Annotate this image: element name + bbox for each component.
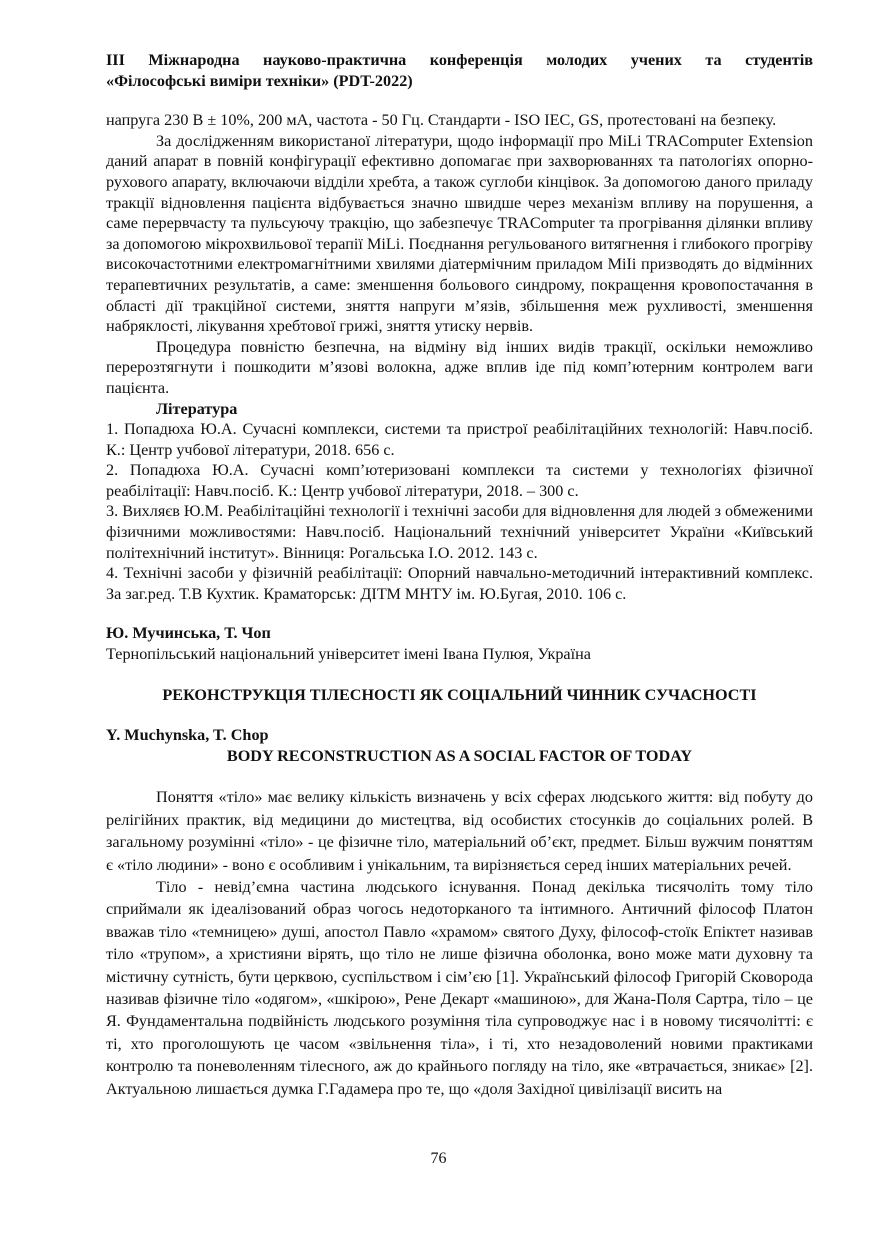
article-authors-en: Y. Muchynska, T. Chop	[106, 726, 269, 745]
header-gap	[106, 91, 813, 110]
article-body	[106, 786, 813, 1100]
reference-item: 1. Попадюха Ю.А. Сучасні комплекси, системи та пристрої реабілітаційних технологій: Навч.посіб. К.: Центр учбової літератури, 2018. 656 с.	[106, 420, 813, 459]
page-number: 76	[430, 1150, 447, 1167]
article-title-ua: РЕКОНСТРУКЦІЯ ТІЛЕСНОСТІ ЯК СОЦІАЛЬНИЙ ЧИННИК СУЧАСНОСТІ	[162, 685, 757, 704]
article-authors-ua: Ю. Мучинська, Т. Чоп	[106, 624, 271, 643]
intro-paragraph-3: Процедура повністю безпечна, на відміну від інших видів тракції, оскільки неможливо перерозтягнути і пошкодити м’язові волокна, адже вплив іде під комп’ютерним контролем ваги пацієнта.	[106, 337, 813, 397]
article-title-en: BODY RECONSTRUCTION AS A SOCIAL FACTOR OF TODAY	[226, 746, 693, 765]
reference-item: 4. Технічні засоби у фізичній реабілітації: Опорний навчально-методичний інтерактивний комплекс. За заг.ред. Т.В Кухтик. Краматорськ: ДІТМ МНТУ ім. Ю.Бугая, 2010. 106 с.	[106, 564, 813, 603]
article-paragraph-1: Поняття «тіло» має велику кількість визначень у всіх сферах людського життя: від побуту до релігійних практик, від медицини до мистецтва, від особистих стосунків до соціальних ролей. В загальному розумінні «тіло» - це фізичне тіло, матеріальний об’єкт, предмет. Більш вужчим поняттям є «тіло людини» - воно є особливим і унікальним, та вирізняється серед інших матеріальних речей.	[106, 788, 813, 874]
conference-header	[106, 50, 813, 91]
conference-header-line1: III Міжнародна науково-практична конференція молодих учених та студентів	[106, 51, 813, 69]
page-content	[106, 50, 813, 1100]
literature-heading: Література	[156, 399, 238, 418]
intro-paragraph-2: За дослідженням використаної літератури, щодо інформації про MiLi TRAComputer Extension даний апарат в повній конфігурації ефективно допомагає при захворюваннях та патологіях опорно-рухового апарату, включаючи відділи хребта, а також суглоби кінцівок. За допомогою даного приладу тракції відновлення пацієнта відбувається значно швидше через механізм впливу на порушення, а саме перервчасту та пульсуючу тракцію, що забезпечує TRAComputer та прогрівання ділянки впливу за допомогою мікрохвильової терапії MiLi. Поєднання регульованого витягнення і глибокого прогріву високочастотними електромагнітними хвилями діатермічним приладом MiIi призводять до відмінних терапевтичних результатів, а саме: зменшення больового синдрому, покращення кровопостачання в області дії тракційної системи, зняття напруги м’язів, збільшення меж рухливості, зменшення набряклості, лікування хребтової грижі, зняття утиску нервів.	[106, 131, 813, 336]
article-affiliation: Тернопільський національний університет імені Івана Пулюя, Україна	[106, 645, 591, 664]
intro-paragraph-1: напруга 230 В ± 10%, 200 мА, частота - 50 Гц. Стандарти - ISO IEC, GS, протестовані на безпеку.	[106, 111, 777, 130]
article-paragraph-2: Тіло - невід’ємна частина людського існування. Понад декілька тисячоліть тому тіло сприймали як ідеалізований образ чогось недоторканого та інтимного. Античний філософ Платон вважав тіло «темницею» душі, апостол Павло «храмом» святого Духу, філософ-стоїк Епіктет називав тіло «трупом», а християни вірять, що тіло не лише фізична оболонка, воно може мати духовну та містичну сутність, бути церквою, суспільством і сім’єю [1]. Український філософ Григорій Сковорода називав фізичне тіло «одягом», «шкірою», Рене Декарт «машиною», для Жана-Поля Сартра, тіло – це Я. Фундаментальна подвійність людського розуміння тіла супроводжує нас і в новому тисячолітті: є ті, хто проголошують це часом «звільнення тіла», і ті, хто незадоволений новими практиками контролю та поневоленням тілесного, аж до крайнього погляду на тіло, яке «втрачається, зникає» [2]. Актуальною лишається думка Г.Гадамера про те, що «доля Західної цивілізації висить на	[106, 878, 813, 1098]
reference-item: 3. Вихляєв Ю.М. Реабілітаційні технології і технічні засоби для відновлення для людей з обмеженими фізичними можливостями: Навч.посіб. Національний технічний університет України «Київський політехнічний інститут». Вінниця: Рогальська І.О. 2012. 143 с.	[106, 502, 813, 562]
conference-header-line2: «Філософські виміри техніки» (PDT-2022)	[106, 71, 413, 90]
reference-item: 2. Попадюха Ю.А. Сучасні комп’ютеризовані комплекси та системи у технологіях фізичної реабілітації: Навч.посіб. К.: Центр учбової літератури, 2018. – 300 с.	[106, 461, 813, 500]
